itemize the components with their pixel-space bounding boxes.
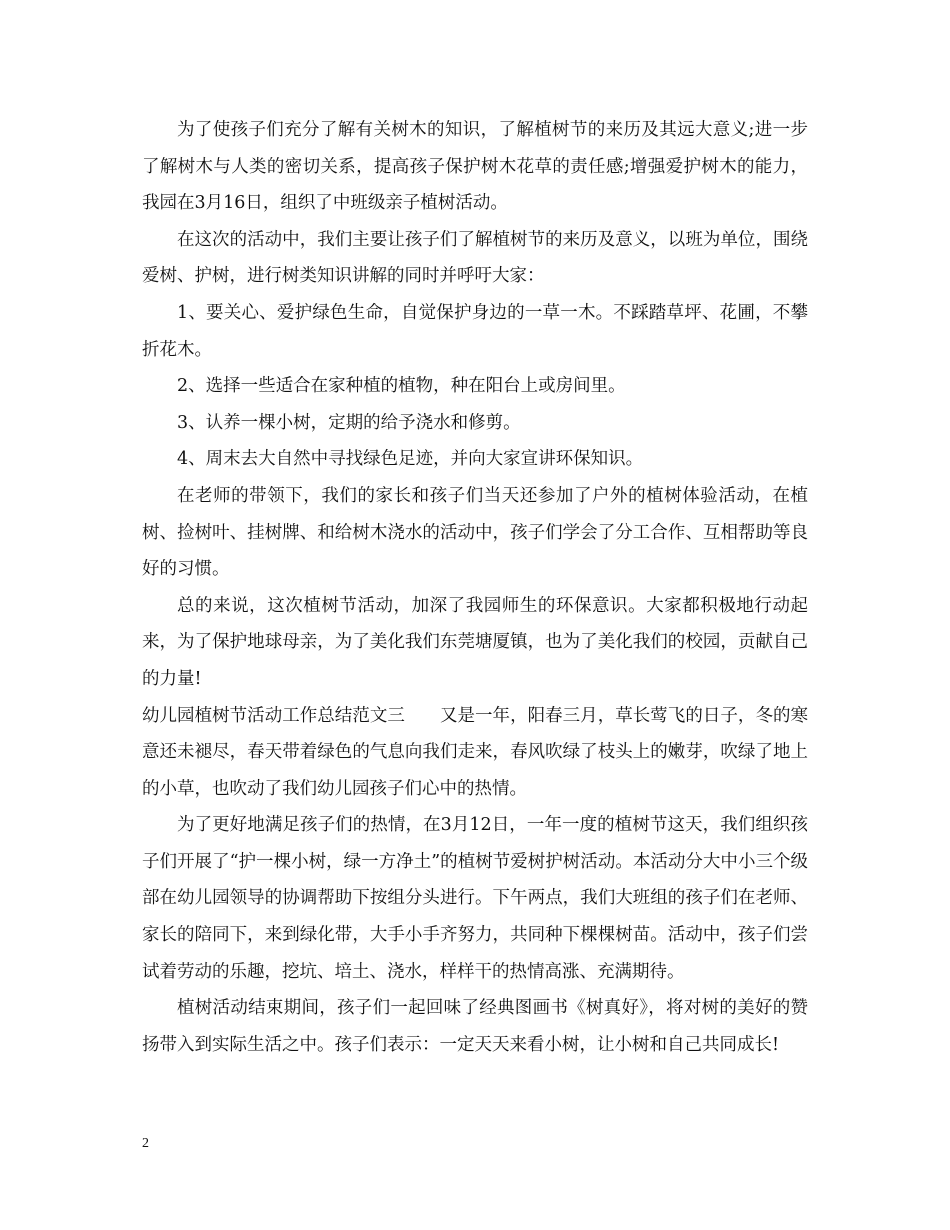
list-item-1: 1、要关心、爱护绿色生命，自觉保护身边的一草一木。不踩踏草坪、花圃，不攀折花木。 (142, 302, 808, 360)
paragraph-4: 总的来说，这次植树节活动，加深了我园师生的环保意识。大家都积极地行动起来，为了保护地球母亲，为了美化我们东莞塘厦镇，也为了美化我们的校园，贡献自己的力量! (142, 595, 808, 689)
paragraph-3: 在老师的带领下，我们的家长和孩子们当天还参加了户外的植树体验活动，在植树、捡树叶、挂树牌、和给树木浇水的活动中，孩子们学会了分工合作、互相帮助等良好的习惯。 (142, 485, 808, 580)
paragraph-2: 在这次的活动中，我们主要让孩子们了解植树节的来历及意义，以班为单位，围绕爱树、护树，进行树类知识讲解的同时并呼吁大家： (142, 229, 808, 287)
section-heading-paragraph: 幼儿园植树节活动工作总结范文三 又是一年，阳春三月，草长莺飞的日子，冬的寒意还未褪尽，春天带着绿色的气息向我们走来，春风吹绿了枝头上的嫩芽，吹绿了地上的小草，也吹动了我们幼儿园孩子们心中的热情。 (142, 705, 808, 799)
paragraph-6: 植树活动结束期间，孩子们一起回味了经典图画书《树真好》，将对树的美好的赞扬带入到实际生活之中。孩子们表示：一定天天来看小树，让小树和自己共同成长! (142, 998, 808, 1055)
list-item-4: 4、周末去大自然中寻找绿色足迹，并向大家宣讲环保知识。 (177, 449, 644, 470)
paragraph-5: 为了更好地满足孩子们的热情，在3月12日，一年一度的植树节这天，我们组织孩子们开展了“护一棵小树，绿一方净土”的植树节爱树护树活动。本活动分大中小三个级部在幼儿园领导的协调帮助下按组分头进行。下午两点，我们大班组的孩子们在老师、家长的陪同下，来到绿化带，大手小手齐努力，共同种下棵棵树苗。活动中，孩子们尝试着劳动的乐趣，挖坑、培土、浇水，样样干的热情高涨、充满期待。 (142, 815, 808, 982)
document-body (142, 112, 808, 1063)
list-item-3: 3、认养一棵小树，定期的给予浇水和修剪。 (177, 412, 521, 433)
page-number: 2 (142, 1136, 149, 1151)
paragraph-1: 为了使孩子们充分了解有关树木的知识，了解植树节的来历及其远大意义;进一步了解树木与人类的密切关系，提高孩子保护树木花草的责任感;增强爱护树木的能力，我园在3月16日，组织了中班级亲子植树活动。 (142, 120, 808, 214)
list-item-2: 2、选择一些适合在家种植的植物，种在阳台上或房间里。 (177, 376, 626, 397)
